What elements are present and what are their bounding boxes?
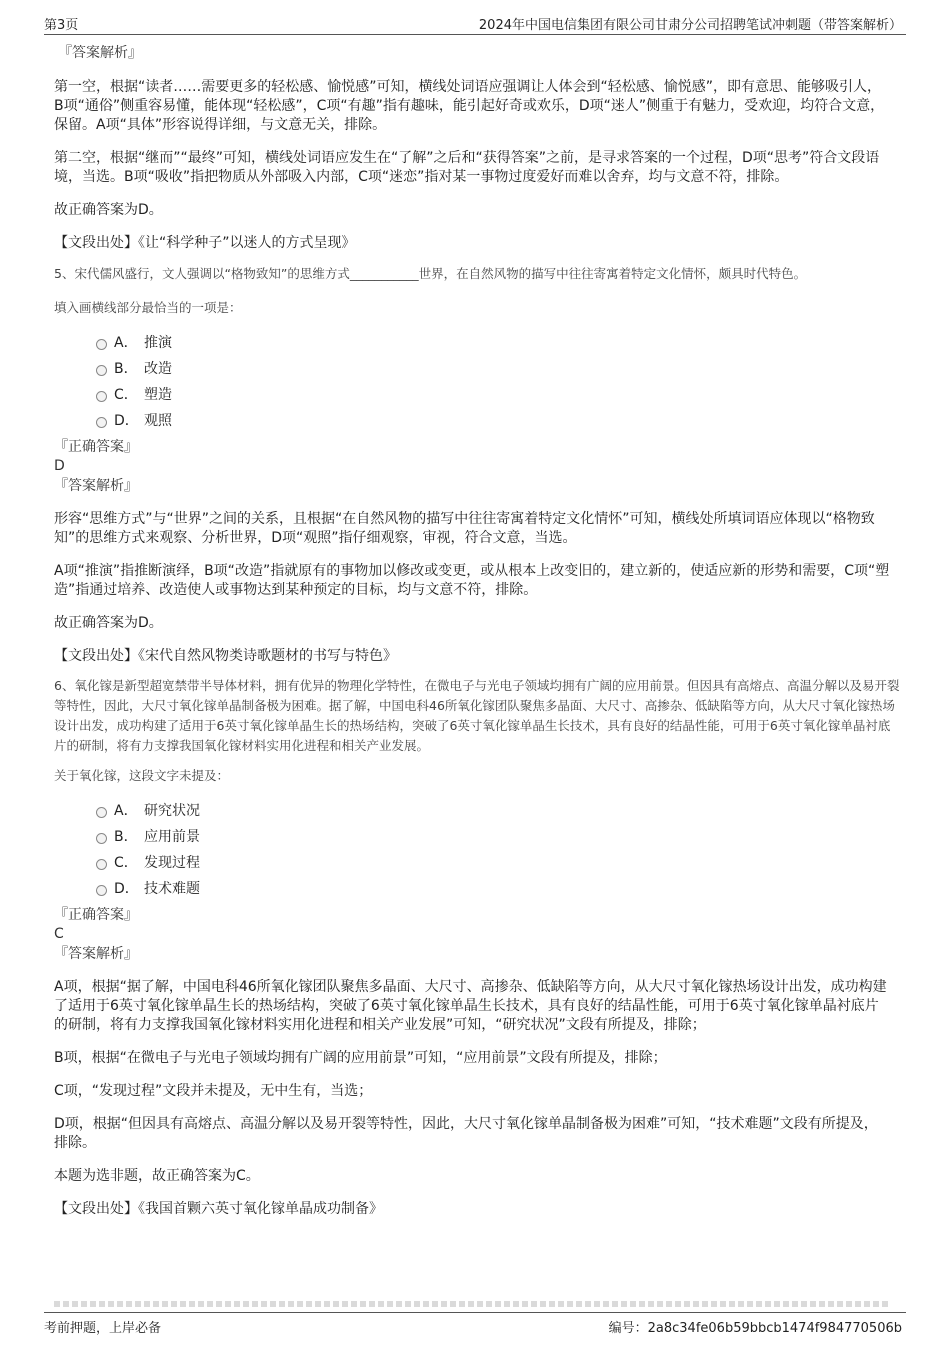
q6-option-a[interactable] (96, 798, 900, 824)
option-text: 观照 (144, 413, 172, 429)
option-letter: A． (114, 335, 138, 351)
q6-option-c[interactable] (96, 850, 900, 876)
q4-analysis-paragraph-2: 第二空，根据“继而”“最终”可知，横线处词语应发生在“了解”之后和“获得答案”之前，是寻求答案的一个过程，D项“思考”符合文段语境，当选。B项“吸收”指把物质从外部吸入内部，C项“迷恋”指对某一事物过度爱好而难以舍弃，均与文意不符，排除。 (54, 150, 880, 185)
radio-icon[interactable] (96, 859, 107, 870)
radio-icon[interactable] (96, 417, 107, 428)
q5-option-d[interactable] (96, 408, 900, 434)
footer-slogan: 考前押题，上岸必备 (44, 1321, 162, 1336)
q6-option-b[interactable] (96, 824, 900, 850)
option-letter: B． (114, 361, 138, 377)
option-text: 应用前景 (144, 829, 200, 845)
q6-analysis-a: A项，根据“据了解，中国电科46所氧化镓团队聚焦多晶面、大尺寸、高掺杂、低缺陷等方向，从大尺寸氧化镓热场设计出发，成功构建了适用于6英寸氧化镓单晶生长的热场结构，突破了6英寸氧化镓单晶生长技术，具有良好的结晶性能，可用于6英寸氧化镓单晶衬底片的研制，将有力支撑我国氧化镓材料实用化进程和相关产业发展”可知，“研究状况”文段有所提及，排除； (54, 979, 887, 1033)
q5-blank: ___________ (349, 266, 419, 281)
q5-stem-after: 世界，在自然风物的描写中往往寄寓着特定文化情怀，颇具时代特色。 (418, 266, 807, 281)
q6-option-d[interactable] (96, 876, 900, 902)
page-header (44, 12, 906, 35)
q5-analysis-conclusion: 故正确答案为D。 (54, 615, 163, 631)
option-text: 推演 (144, 335, 172, 351)
q5-analysis-paragraph-1: 形容“思维方式”与“世界”之间的关系，且根据“在自然风物的描写中往往寄寓着特定文化情怀”可知，横线处所填词语应体现以“格物致知”的思维方式来观察、分析世界，D项“观照”指仔细观察，审视，符合文意，当选。 (54, 511, 875, 546)
q5-prompt: 填入画横线部分最恰当的一项是： (54, 300, 242, 315)
q5-option-a[interactable] (96, 330, 900, 356)
q6-analysis-b: B项，根据“在微电子与光电子领域均拥有广阔的应用前景”可知，“应用前景”文段有所提及，排除； (54, 1050, 667, 1066)
radio-icon[interactable] (96, 807, 107, 818)
radio-icon[interactable] (96, 391, 107, 402)
q6-analysis-d: D项，根据“但因具有高熔点、高温分解以及易开裂等特性，因此，大尺寸氧化镓单晶制备极为困难”可知，“技术难题”文段有所提及，排除。 (54, 1116, 878, 1151)
option-letter: D． (114, 881, 139, 897)
page-content (54, 44, 900, 1219)
q5-correct-answer: D (54, 458, 65, 474)
q6-correct-answer: C (54, 926, 64, 942)
q5-stem-before: 5、宋代儒风盛行，文人强调以“格物致知”的思维方式 (54, 266, 350, 281)
option-text: 发现过程 (144, 855, 200, 871)
q5-options (96, 330, 900, 434)
q6-correct-label: 『正确答案』 (54, 907, 138, 923)
q5-analysis-label: 『答案解析』 (54, 478, 138, 494)
option-text: 研究状况 (144, 803, 200, 819)
q4-analysis-label: 『答案解析』 (58, 45, 142, 61)
radio-icon[interactable] (96, 833, 107, 844)
q5-option-b[interactable] (96, 356, 900, 382)
q5-correct-label: 『正确答案』 (54, 439, 138, 455)
q6-source: 【文段出处】《我国首颗六英寸氧化镓单晶成功制备》 (54, 1201, 383, 1217)
q5-stem (54, 264, 900, 284)
q5-option-c[interactable] (96, 382, 900, 408)
document-title: 2024年中国电信集团有限公司甘肃分公司招聘笔试冲刺题（带答案解析） (478, 18, 902, 33)
q6-analysis-c: C项，“发现过程”文段并未提及，无中生有，当选； (54, 1083, 373, 1099)
q4-source: 【文段出处】《让“科学种子”以迷人的方式呈现》 (54, 235, 356, 251)
radio-icon[interactable] (96, 885, 107, 896)
q4-analysis-paragraph-1: 第一空，根据“读者……需要更多的轻松感、愉悦感”可知，横线处词语应强调让人体会到“轻松感、愉悦感”，即有意思、能够吸引人，B项“通俗”侧重容易懂，能体现“轻松感”，C项“有趣”指有趣味，能引起好奇或欢乐，D项“迷人”侧重于有魅力，受欢迎，均符合文意，保留。A项“具体”形容说得详细，与文意无关，排除。 (54, 79, 885, 133)
q6-analysis-label: 『答案解析』 (54, 946, 138, 962)
q4-analysis-conclusion: 故正确答案为D。 (54, 202, 163, 218)
q5-analysis-paragraph-2: A项“推演”指推断演绎，B项“改造”指就原有的事物加以修改或变更，或从根本上改变旧的，建立新的，使适应新的形势和需要，C项“塑造”指通过培养、改造使人或事物达到某种预定的目标，均与文意不符，排除。 (54, 563, 890, 598)
option-text: 技术难题 (144, 881, 200, 897)
option-letter: C． (114, 387, 138, 403)
option-text: 塑造 (144, 387, 172, 403)
q6-stem: 6、氧化镓是新型超宽禁带半导体材料，拥有优异的物理化学特性，在微电子与光电子领域均拥有广阔的应用前景。但因具有高熔点、高温分解以及易开裂等特性，因此，大尺寸氧化镓单晶制备极为困难。据了解，中国电科46所氧化镓团队聚焦多晶面、大尺寸、高掺杂、低缺陷等方向，从大尺寸氧化镓热场设计出发，成功构建了适用于6英寸氧化镓单晶生长的热场结构，突破了6英寸氧化镓单晶生长技术，具有良好的结晶性能，可用于6英寸氧化镓单晶衬底片的研制，将有力支撑我国氧化镓材料实用化进程和相关产业发展。 (54, 678, 900, 753)
document-id: 编号：2a8c34fe06b59bbcb1474f984770506b (608, 1321, 902, 1336)
cut-off-text-line (54, 1301, 890, 1307)
q5-source: 【文段出处】《宋代自然风物类诗歌题材的书写与特色》 (54, 648, 397, 664)
q6-options (96, 798, 900, 902)
option-letter: D． (114, 413, 139, 429)
option-letter: A． (114, 803, 138, 819)
q6-analysis-conclusion: 本题为选非题，故正确答案为C。 (54, 1168, 260, 1184)
option-letter: C． (114, 855, 138, 871)
page-number: 第3页 (44, 18, 79, 33)
radio-icon[interactable] (96, 339, 107, 350)
q6-prompt: 关于氧化镓，这段文字未提及： (54, 768, 230, 783)
option-text: 改造 (144, 361, 172, 377)
option-letter: B． (114, 829, 138, 845)
radio-icon[interactable] (96, 365, 107, 376)
page-footer (44, 1312, 906, 1335)
